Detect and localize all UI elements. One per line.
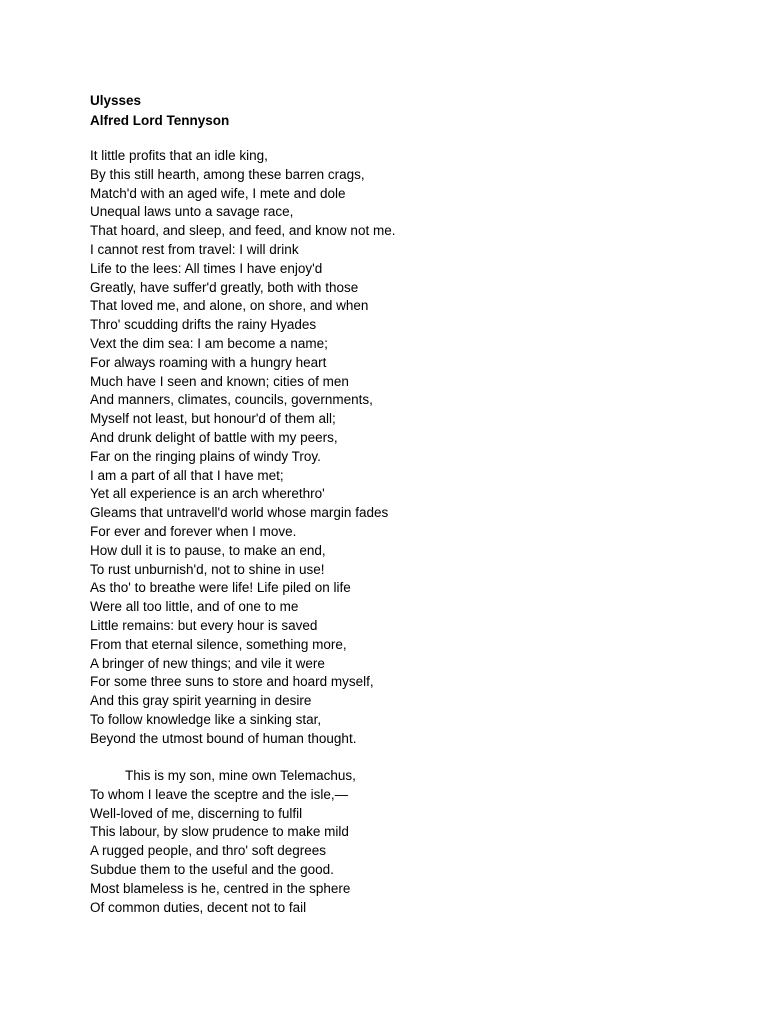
verse-line: And drunk delight of battle with my peers, [90, 429, 338, 445]
verse-line: It little profits that an idle king, [90, 148, 268, 163]
verse-line: That hoard, and sleep, and feed, and know not me. [90, 223, 396, 239]
stanza-2 [90, 767, 730, 917]
poem-title: Ulysses [90, 93, 142, 108]
verse-line: Match'd with an aged wife, I mete and dole [90, 185, 346, 201]
verse-line: Thro' scudding drifts the rainy Hyades [90, 317, 317, 333]
verse-line: Greatly, have suffer'd greatly, both with those [90, 279, 359, 295]
verse-line: Far on the ringing plains of windy Troy. [90, 448, 321, 464]
verse-line: Much have I seen and known; cities of men [90, 373, 349, 389]
verse-line: Beyond the utmost bound of human thought. [90, 730, 357, 746]
verse-line: Most blameless is he, centred in the sphere [90, 880, 351, 896]
verse-line: Vext the dim sea: I am become a name; [90, 335, 328, 351]
verse-line: A rugged people, and thro' soft degrees [90, 843, 326, 859]
document-page [90, 91, 730, 917]
verse-line: For always roaming with a hungry heart [90, 354, 327, 370]
verse-line: Yet all experience is an arch wherethro' [90, 486, 325, 502]
verse-line: Myself not least, but honour'd of them all; [90, 411, 336, 427]
verse-line: I cannot rest from travel: I will drink [90, 241, 299, 257]
verse-line: Of common duties, decent not to fail [90, 899, 307, 915]
verse-line: From that eternal silence, something more, [90, 636, 347, 652]
verse-line: That loved me, and alone, on shore, and when [90, 298, 369, 314]
verse-line: Were all too little, and of one to me [90, 599, 299, 615]
verse-line: Gleams that untravell'd world whose margin fades [90, 505, 389, 521]
verse-line: By this still hearth, among these barren crags, [90, 166, 365, 182]
verse-line: To rust unburnish'd, not to shine in use! [90, 561, 325, 577]
verse-line: Subdue them to the useful and the good. [90, 861, 334, 877]
verse-line: And this gray spirit yearning in desire [90, 693, 312, 709]
verse-line: Little remains: but every hour is saved [90, 617, 318, 633]
verse-line: This labour, by slow prudence to make mild [90, 824, 349, 840]
verse-line: Unequal laws unto a savage race, [90, 204, 294, 220]
verse-line: For some three suns to store and hoard myself, [90, 674, 374, 690]
verse-line: As tho' to breathe were life! Life piled on life [90, 580, 351, 596]
verse-line: To follow knowledge like a sinking star, [90, 711, 322, 727]
verse-line: And manners, climates, councils, governments, [90, 392, 373, 408]
verse-line: Well-loved of me, discerning to fulfil [90, 805, 303, 821]
poem-body [90, 147, 730, 917]
title-block [90, 91, 730, 131]
verse-line: This is my son, mine own Telemachus, [125, 768, 356, 783]
verse-line: Life to the lees: All times I have enjoy'd [90, 260, 323, 276]
verse-line: How dull it is to pause, to make an end, [90, 542, 326, 558]
poem-author: Alfred Lord Tennyson [90, 113, 230, 128]
verse-line: For ever and forever when I move. [90, 523, 297, 539]
verse-line: A bringer of new things; and vile it were [90, 655, 325, 671]
verse-line: To whom I leave the sceptre and the isle,— [90, 786, 349, 802]
verse-line: I am a part of all that I have met; [90, 467, 284, 483]
stanza-1 [90, 147, 730, 749]
